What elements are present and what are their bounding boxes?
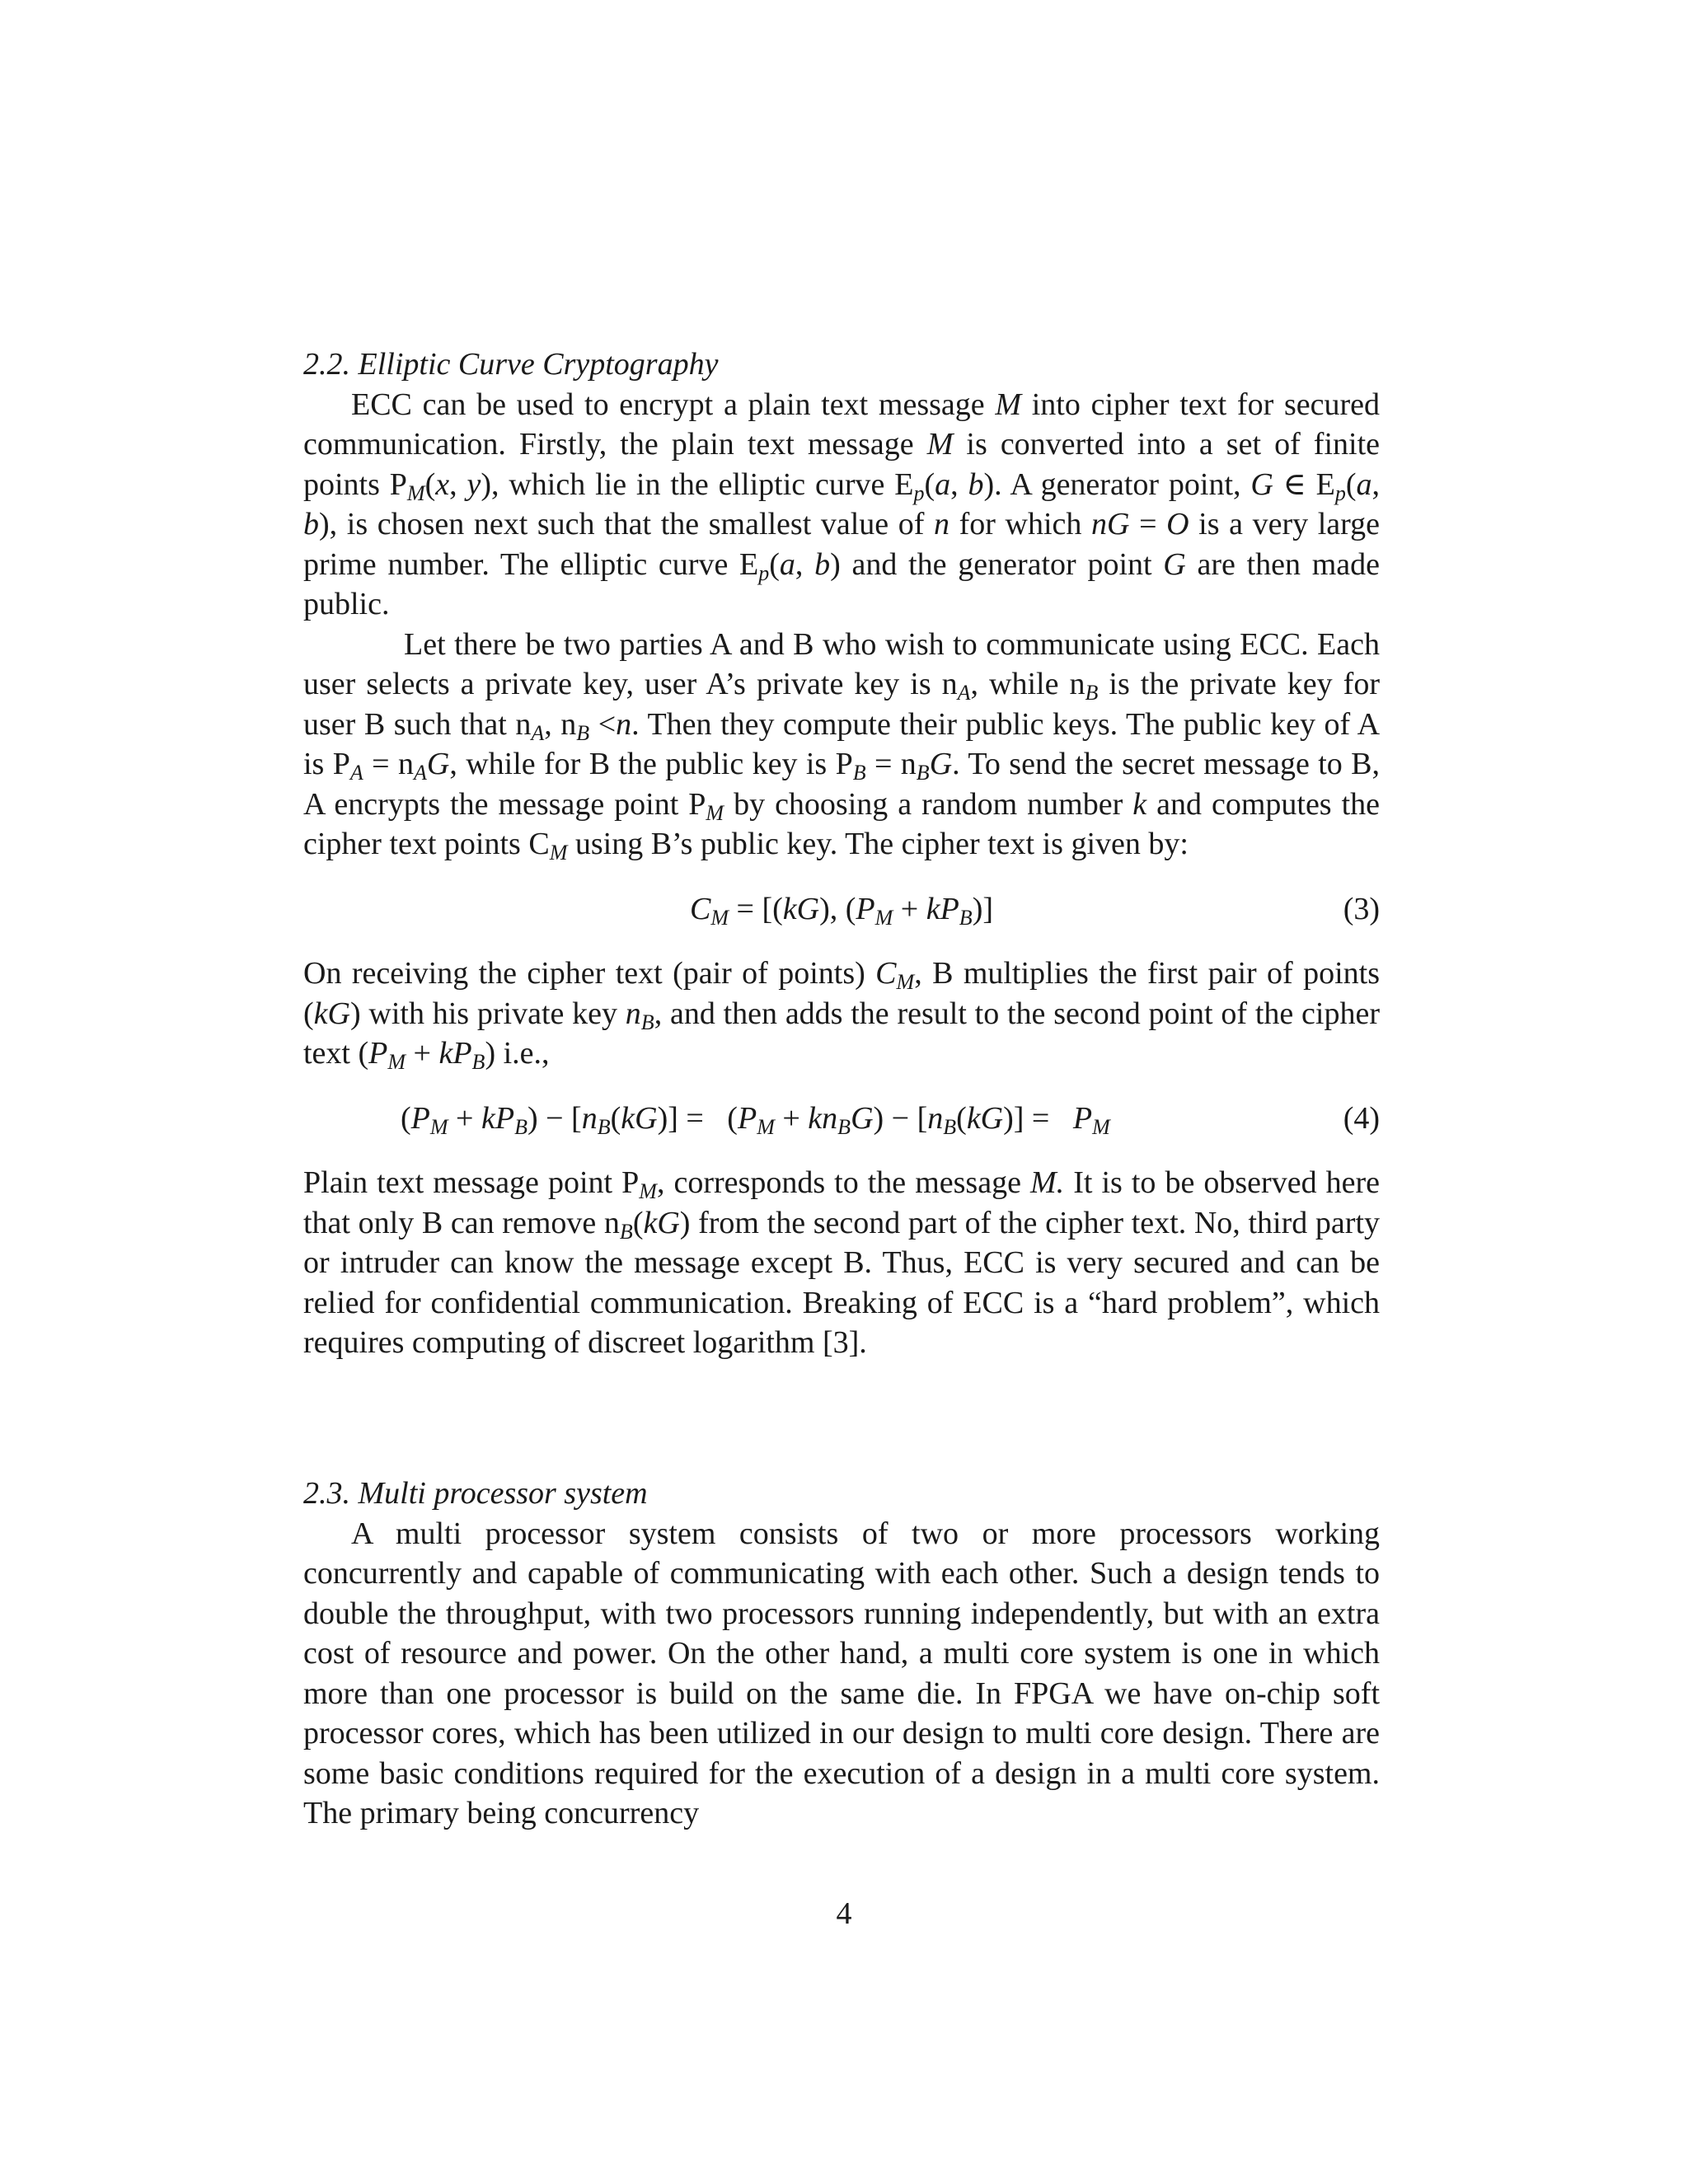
equation-number: (3) [1343,891,1380,926]
paragraph: Let there be two parties A and B who wish to communicate using ECC. Each user selects a private key, user A’s private key is $n_A$, while $n_B$ is the private key for user B such that $n_A$, $n_B <n$. Then they compute their public keys. The public key of A is $P_A = n_AG$, while for B the public key is $P_B = n_BG$. To send the secret message to B, A encrypts the message point $P_M$ by choosing a random number k and computes the cipher text points $C_M$ using B’s public key. The cipher text is given by: [303,626,1381,865]
paragraph: On receiving the cipher text (pair of points) $C_M$, B multiplies the first pair of points (kG) with his private key $n_B$, and then adds the result to the second point of the cipher text $(P_M + kP_B)$ i.e., [303,956,1380,1074]
equation-body: $C_M = [(kG)$, $(P_M + kP_B)$] [689,891,993,930]
section-title: 2.3. Multi processor system [303,1476,648,1511]
equation-4 [303,1099,1380,1139]
paragraph: Plain text message point $P_M$, corresponds to the message M. It is to be observed here that only B can remove $n_B(kG)$ from the second part of the cipher text. No, third party or intruder can know the message except B. Thus, ECC is very secured and can be relied for confidential communication. Breaking of ECC is a “hard problem”, which requires computing of discreet logarithm [3]. [303,1165,1380,1360]
equation-body: $(P_M + kP_B) - [n_B(kG)] = (P_M + kn_BG) - [n_B(kG)] = P_M$ [401,1100,1110,1139]
section-title: 2.2. Elliptic Curve Cryptography [303,347,719,382]
page-number: 4 [836,1896,852,1931]
paragraph: ECC can be used to encrypt a plain text message M into cipher text for secured communication. Firstly, the plain text message M is converted into a set of finite points $P_M(x$, y), which lie in the elliptic curve $E_p(a$, b). A generator point, G ∈ $E_p(a$, b), is chosen next such that the smallest value of n for which nG = O is a very large prime number. The elliptic curve $E_p(a$, b) and the generator point G are then made public. [303,387,1381,621]
section-2-2 [303,344,1380,1363]
equation-3 [303,889,1380,930]
section-2-3 [303,1474,1380,1834]
equation-number: (4) [1343,1100,1380,1136]
paragraph: A multi processor system consists of two or more processors working concurrently and capable of communicating with each other. Such a design tends to double the throughput, with two processors running independently, but with an extra cost of resource and power. On the other hand, a multi core system is one in which more than one processor is build on the same die. In FPGA we have on-chip soft processor cores, which has been utilized in our design to multi core design. There are some basic conditions required for the execution of a design in a multi core system. The primary being concurrency [303,1516,1380,1830]
